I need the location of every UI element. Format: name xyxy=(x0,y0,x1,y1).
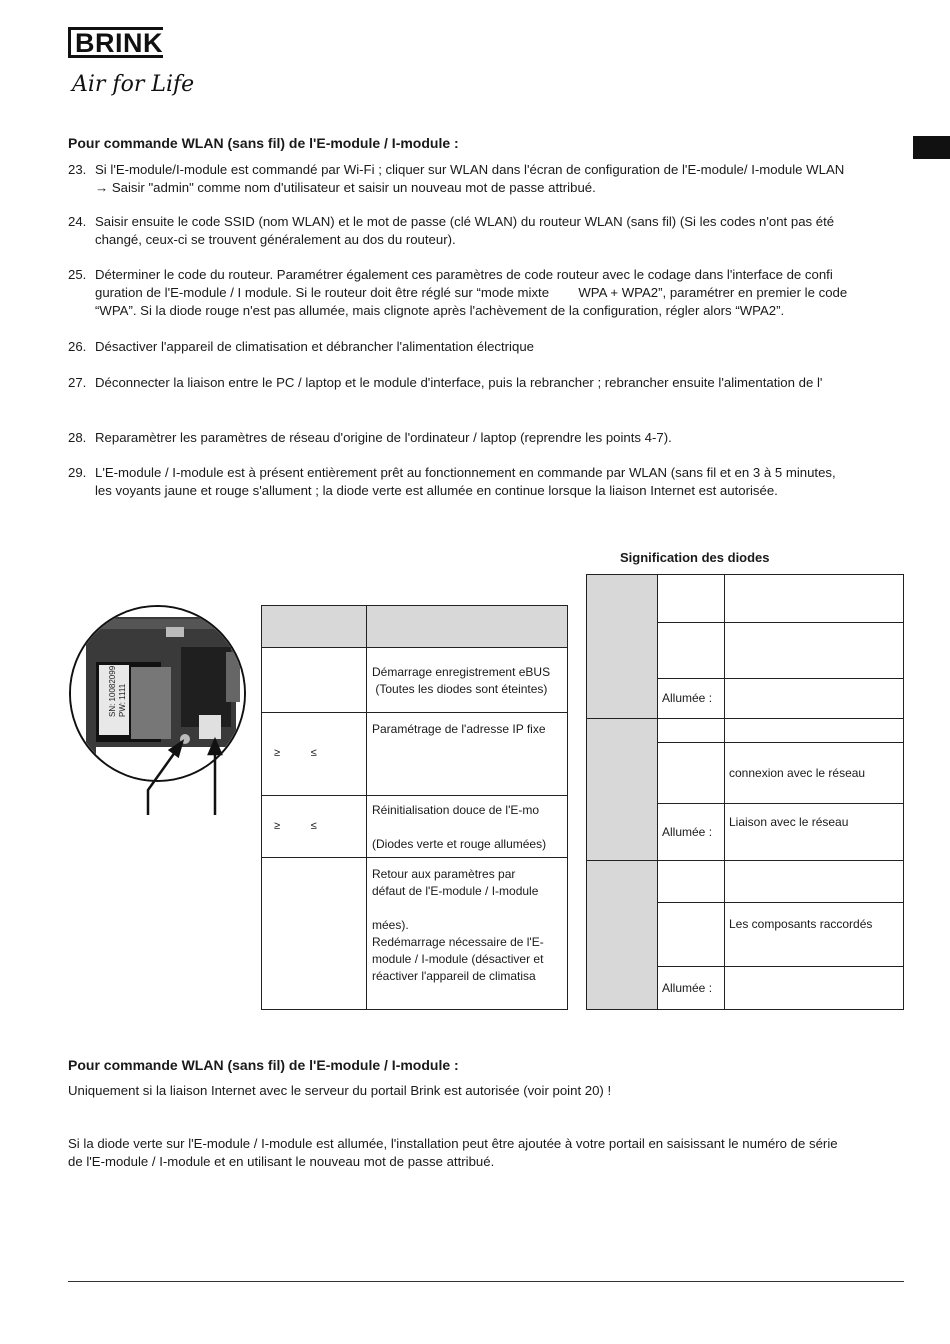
reset-table-action-line: réactiver l'appareil de climatisa xyxy=(372,969,536,983)
diode-meaning-cell xyxy=(724,622,904,679)
reset-table-action-line: mées). xyxy=(372,918,409,932)
diode-color-cell xyxy=(586,860,658,1010)
step-text-line: Saisir ensuite le code SSID (nom WLAN) et le mot de passe (clé WLAN) du routeur WLAN (sans fil) (Si les codes n'ont pas été xyxy=(95,214,835,229)
diode-meaning-cell xyxy=(724,574,904,623)
section-tab-marker xyxy=(913,136,950,159)
reset-table-cell-condition xyxy=(261,647,367,713)
reset-table-cell-action xyxy=(366,712,568,796)
step-text-line: “WPA”. Si la diode rouge n'est pas allumée, mais clignote après l'achèvement de la configuration, régler alors “WPA2”. xyxy=(95,303,785,318)
reset-table-action-line: Paramétrage de l'adresse IP fixe xyxy=(372,722,546,736)
diode-state-cell xyxy=(657,622,725,679)
diode-state-cell xyxy=(657,860,725,903)
portal-paragraph-line: Si la diode verte sur l'E-module / I-module est allumée, l'installation peut être ajoutée à votre portail en saisissant le numéro de série xyxy=(68,1136,838,1151)
diode-state-cell xyxy=(657,966,725,1010)
diodes-table-title: Signification des diodes xyxy=(620,550,770,565)
photo-label-password: PW: 1111 xyxy=(118,683,127,717)
step-number: 27. xyxy=(68,375,87,390)
diode-meaning-cell xyxy=(724,902,904,967)
diode-state-cell xyxy=(657,678,725,719)
brand-tagline: Air for Life xyxy=(72,72,195,97)
diode-state-cell xyxy=(657,803,725,861)
step-item xyxy=(68,266,908,320)
step-item xyxy=(68,374,908,392)
step-text-line: → Saisir "admin" comme nom d'utilisateur et saisir un nouveau mot de passe attribué. xyxy=(95,180,596,195)
arrows xyxy=(140,730,240,820)
step-number: 23. xyxy=(68,162,87,177)
reset-table-condition-text: ≥ ≤ xyxy=(274,820,317,832)
step-text-line: les voyants jaune et rouge s'allument ; la diode verte est allumée en continue lorsque la liaison Internet est autorisée. xyxy=(95,483,778,498)
diode-state-text: Allumée : xyxy=(662,691,713,705)
step-number: 29. xyxy=(68,465,87,480)
diode-color-cell xyxy=(586,574,658,719)
reset-table-header-right xyxy=(366,605,568,648)
step-number: 28. xyxy=(68,430,87,445)
step-number: 24. xyxy=(68,214,87,229)
reset-table-action-line: (Diodes verte et rouge allumées) xyxy=(372,837,547,851)
section-heading: Pour commande WLAN (sans fil) de l'E-module / I-module : xyxy=(68,135,459,151)
step-text xyxy=(95,266,910,320)
step-item xyxy=(68,429,908,447)
step-text xyxy=(95,161,910,197)
diode-meaning-cell xyxy=(724,678,904,719)
diode-state-text: Allumée : xyxy=(662,980,713,995)
reset-table-cell-action xyxy=(366,857,568,1010)
diode-state-cell xyxy=(657,574,725,623)
step-item xyxy=(68,338,908,356)
arrow-head-right xyxy=(209,740,221,754)
step-text xyxy=(95,338,910,356)
diode-meaning-cell xyxy=(724,860,904,903)
step-text-line: guration de l'E-module / I module. Si le routeur doit être réglé sur “mode mixte WPA + WPA2”, paramétrer en premier le code xyxy=(95,285,848,300)
step-text-line: Déconnecter la liaison entre le PC / laptop et le module d'interface, puis la rebrancher ; rebrancher ensuite l'alimentation de l' xyxy=(95,375,823,390)
reset-table-action-line: Réinitialisation douce de l'E-mo xyxy=(372,803,540,817)
reset-table-action-line: Retour aux paramètres par xyxy=(372,867,516,881)
reset-table-action-line: (Toutes les diodes sont éteintes) xyxy=(372,682,548,696)
step-text xyxy=(95,374,910,392)
diode-meaning-cell xyxy=(724,803,904,861)
arrow-head-left xyxy=(170,742,182,756)
step-text xyxy=(95,213,910,249)
diode-meaning-text: Liaison avec le réseau xyxy=(729,815,849,829)
step-item xyxy=(68,213,908,249)
step-text xyxy=(95,429,910,447)
diode-meaning-text: connexion avec le réseau xyxy=(729,765,866,780)
reset-table-cell-condition xyxy=(261,712,367,796)
brand-logo: BRINK xyxy=(75,28,163,58)
reset-table-cell-condition xyxy=(261,795,367,858)
step-text-line: Désactiver l'appareil de climatisation et débrancher l'alimentation électrique xyxy=(95,339,534,354)
reset-table-action-line: module / I-module (désactiver et xyxy=(372,952,544,966)
reset-table-cell-action xyxy=(366,795,568,858)
diode-state-cell xyxy=(657,902,725,967)
diode-meaning-cell xyxy=(724,742,904,804)
diode-meaning-cell xyxy=(724,718,904,743)
step-text-line: Si l'E-module/I-module est commandé par Wi-Fi ; cliquer sur WLAN dans l'écran de configuration de l'E-module/ I-module WLAN xyxy=(95,162,845,177)
diode-meaning-text: Les composants raccordés xyxy=(729,917,873,931)
photo-label-serial: SN: 10082099 xyxy=(108,665,117,717)
step-number: 26. xyxy=(68,339,87,354)
reset-table-header-left xyxy=(261,605,367,648)
portal-note: Uniquement si la liaison Internet avec le serveur du portail Brink est autorisée (voir point 20) ! xyxy=(68,1083,612,1098)
step-text xyxy=(95,464,910,500)
reset-table-cell-condition xyxy=(261,857,367,1010)
step-text-line: L'E-module / I-module est à présent entièrement prêt au fonctionnement en commande par WLAN (sans fil et en 3 à 5 minutes, xyxy=(95,465,836,480)
step-item xyxy=(68,161,908,197)
reset-table-action-line: Redémarrage nécessaire de l'E- xyxy=(372,935,544,949)
reset-table-action-line xyxy=(372,900,563,917)
reset-table-action-line: défaut de l'E-module / I-module xyxy=(372,884,539,898)
arrow-line-left xyxy=(148,748,178,815)
reset-table-condition-text: ≥ ≤ xyxy=(274,747,317,759)
portal-paragraph-line: de l'E-module / I-module et en utilisant le nouveau mot de passe attribué. xyxy=(68,1154,495,1169)
step-item xyxy=(68,464,908,500)
footer-rule xyxy=(68,1281,904,1282)
section-heading-2: Pour commande WLAN (sans fil) de l'E-module / I-module : xyxy=(68,1057,459,1073)
step-text-line: Reparamètrer les paramètres de réseau d'origine de l'ordinateur / laptop (reprendre les points 4-7). xyxy=(95,430,672,445)
diode-meaning-cell xyxy=(724,966,904,1010)
step-text-line: changé, ceux-ci se trouvent généralement au dos du routeur). xyxy=(95,232,456,247)
step-number: 25. xyxy=(68,267,87,282)
diode-color-cell xyxy=(586,718,658,861)
reset-table-action-line xyxy=(372,819,563,836)
reset-table-cell-action xyxy=(366,647,568,713)
reset-table-action-line: Démarrage enregistrement eBUS xyxy=(372,665,551,679)
diode-state-cell xyxy=(657,742,725,804)
diode-state-cell xyxy=(657,718,725,743)
diode-state-text: Allumée : xyxy=(662,824,713,839)
step-text-line: Déterminer le code du routeur. Paramétrer également ces paramètres de code routeur avec le codage dans l'interface de confi xyxy=(95,267,833,282)
